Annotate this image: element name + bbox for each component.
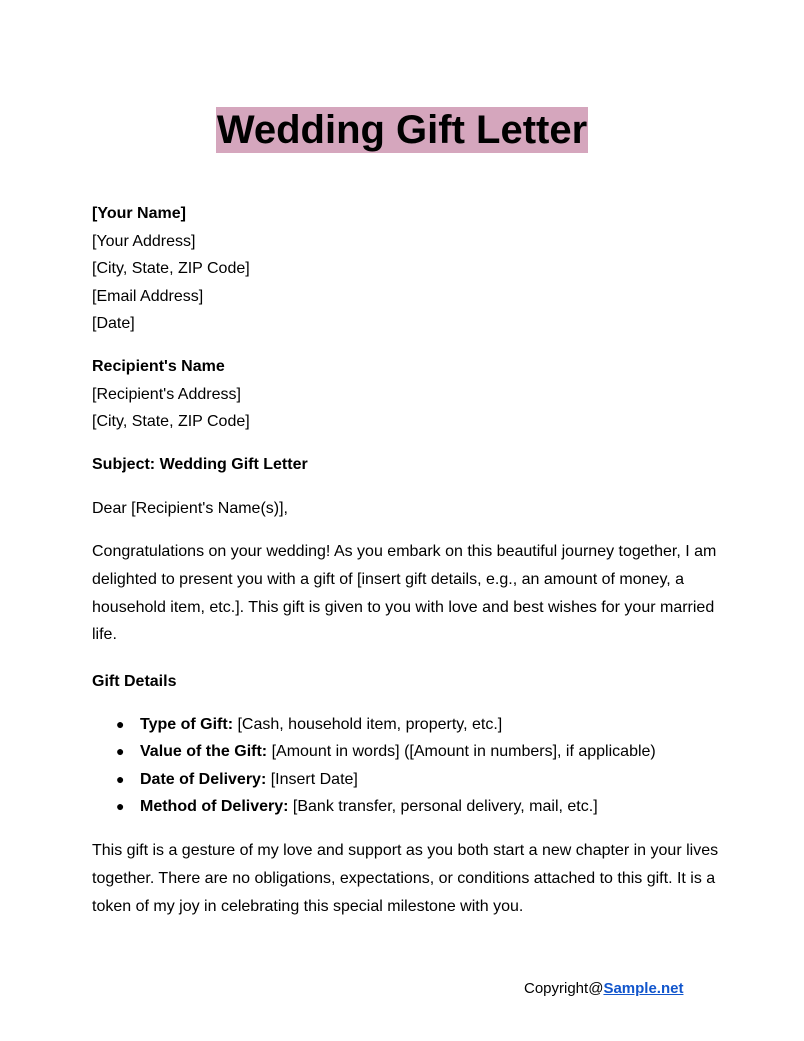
sender-city-state-zip: [City, State, ZIP Code] [92, 260, 250, 278]
closing-paragraph: This gift is a gesture of my love and support as you both start a new chapter in your lives together. There are no obligations, expectations, or conditions attached to this gift. It is a token of my joy in celebrating this special milestone with you. [92, 842, 719, 915]
gift-details-heading: Gift Details [92, 673, 177, 690]
delivery-date-label: Date of Delivery: [140, 770, 267, 788]
sender-address: [Your Address] [92, 232, 196, 250]
title-container [0, 107, 804, 153]
recipient-name: Recipient's Name [92, 358, 225, 375]
gift-type-label: Type of Gift: [140, 716, 234, 733]
gift-details-list [92, 711, 732, 820]
bullet-icon: ● [116, 797, 125, 814]
copyright-footer [524, 979, 683, 999]
sender-name: [Your Name] [92, 205, 186, 222]
intro-paragraph: Congratulations on your wedding! As you embark on this beautiful journey together, I am delighted to present you with a gift of [insert gift details, e.g., an amount of money, a household item, etc.]. This gift is given to you with love and best wishes for your married life. [92, 543, 717, 644]
sender-date: [Date] [92, 315, 135, 333]
delivery-date-value: [Insert Date] [266, 770, 358, 788]
gift-value-label: Value of the Gift: [140, 743, 268, 761]
list-item [92, 766, 732, 793]
delivery-method-value: [Bank transfer, personal delivery, mail, etc.] [288, 797, 598, 815]
bullet-icon: ● [116, 770, 125, 787]
recipient-address: [Recipient's Address] [92, 385, 241, 403]
list-item [92, 711, 732, 738]
sender-block [92, 200, 722, 338]
list-item [92, 793, 732, 820]
subject-line: Subject: Wedding Gift Letter [92, 456, 308, 473]
recipient-city-state-zip: [City, State, ZIP Code] [92, 413, 250, 431]
page-title: Wedding Gift Letter [216, 108, 588, 152]
gift-value-value: [Amount in words] ([Amount in numbers], if applicable) [267, 743, 656, 761]
sender-email: [Email Address] [92, 287, 204, 305]
bullet-icon: ● [116, 716, 125, 732]
copyright-prefix: Copyright@ [524, 980, 604, 997]
delivery-method-label: Method of Delivery: [140, 797, 289, 815]
salutation: Dear [Recipient's Name(s)], [92, 500, 288, 517]
bullet-icon: ● [116, 743, 125, 760]
recipient-block [92, 353, 722, 436]
sample-net-link[interactable]: Sample.net [603, 980, 684, 997]
list-item [92, 738, 732, 765]
gift-type-value: [Cash, household item, property, etc.] [233, 716, 503, 733]
